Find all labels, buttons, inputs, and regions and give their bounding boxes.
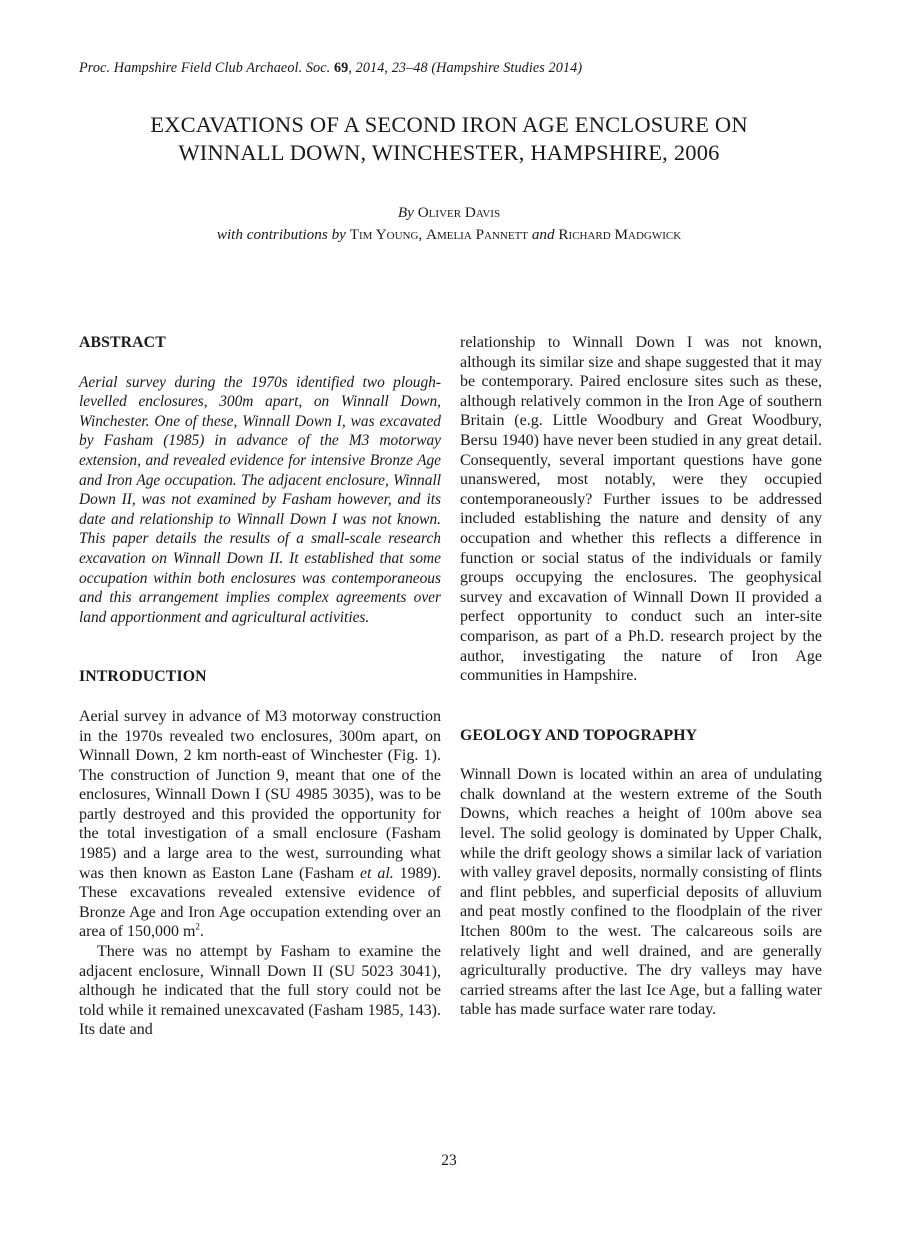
article-title (60, 111, 838, 167)
page-number: 23 (441, 1152, 457, 1169)
introduction-paragraph-2: There was no attempt by Fasham to examine the adjacent enclosure, Winnall Down II (SU 5023 3041), although he indicated that the full story could not be told while it remained unexcavated (Fasham 1985, 143). Its date and (79, 943, 441, 1039)
abstract-heading: ABSTRACT (79, 334, 166, 351)
separator: , (418, 226, 423, 243)
superscript: 2 (195, 922, 200, 933)
paragraph-text: Aerial survey in advance of M3 motorway construction in the 1970s revealed two enclosures, 300m apart, on Winnall Down, 2 km north-east of Winchester (Fig. 1). The construction of Junction 9, meant that one of the enclosures, Winnall Down I (SU 4985 3035), was to be partly destroyed and this provided the opportunity for the total investigation of a small enclosure (Fasham 1985) and a large area to the west, surrounding what was then known as Easton Lane (Fasham (79, 707, 441, 882)
introduction-paragraph-1 (79, 707, 441, 942)
author-line (60, 202, 838, 224)
journal-name: Proc. Hampshire Field Club Archaeol. Soc. (79, 60, 331, 76)
left-column (79, 333, 441, 1040)
paragraph-text: 1989). These excavations revealed extensive evidence of Bronze Age and Iron Age occupation extending over an area of 150,000 m (79, 864, 441, 941)
author-name: Oliver Davis (417, 204, 501, 221)
byline (60, 202, 838, 246)
title-line-1: EXCAVATIONS OF A SECOND IRON AGE ENCLOSURE ON (150, 112, 748, 137)
contributors-line (60, 224, 838, 246)
introduction-heading: INTRODUCTION (79, 668, 207, 686)
et-al: et al. (359, 864, 394, 882)
running-head (79, 60, 839, 77)
contributor-name: Tim Young (349, 226, 419, 243)
paragraph-text: . (199, 923, 204, 941)
contributor-name: Amelia Pannett (426, 226, 529, 243)
contributions-label: with contributions by (216, 226, 346, 243)
introduction-paragraph-2-continued: relationship to Winnall Down I was not known, although its similar size and shape suggested that it may be contemporary. Paired enclosure sites such as these, although relatively common in the Iron Age of southern Britain (e.g. Little Woodbury and Great Woodbury, Bersu 1940) have never been studied in any great detail. Consequently, several important questions have gone unanswered, most notably, were they occupied contemporaneously? Further issues to be addressed included establishing the nature and density of any occupation and whether this reflects a difference in function or social status of the individuals or family groups occupying the enclosures. The geophysical survey and excavation of Winnall Down II provided a perfect opportunity to conduct such an inter-site comparison, as part of a Ph.D. research project by the author, investigating the nature of Iron Age communities in Hampshire. (460, 334, 822, 685)
geology-paragraph: Winnall Down is located within an area of undulating chalk downland at the western extreme of the South Downs, which reaches a height of 100m above sea level. The solid geology is dominated by Upper Chalk, while the drift geology shows a similar lack of variation with valley gravel deposits, normally consisting of flints and flint pebbles, and superficial deposits of alluvium and peat mostly confined to the floodplain of the river Itchen 800m to the west. The calcareous soils are relatively light and well drained, and are generally agriculturally productive. The dry valleys may have carried streams after the last Ice Age, but a falling water table has made surface water rare today. (460, 766, 822, 1019)
and-label: and (531, 226, 555, 243)
geology-heading: GEOLOGY AND TOPOGRAPHY (460, 726, 698, 744)
citation-rest: , 2014, 23–48 (Hampshire Studies 2014) (348, 60, 583, 76)
by-label: By (397, 204, 414, 221)
abstract-text: Aerial survey during the 1970s identified two plough-levelled enclosures, 300m apart, on Winnall Down, Winchester. One of these, Winnall Down I, was excavated by Fasham (1985) in advance of the M3 motorway extension, and revealed evidence for intensive Bronze Age and Iron Age occupation. The adjacent enclosure, Winnall Down II, was not examined by Fasham however, and its date and relationship to Winnall Down I was not known. This paper details the results of a small-scale research excavation on Winnall Down II. It established that some occupation within both enclosures was contemporaneous and this arrangement implies complex agreements over land apportionment and agricultural activities. (79, 373, 441, 626)
contributor-name: Richard Madgwick (558, 226, 682, 243)
right-column (460, 333, 822, 1020)
title-line-2: WINNALL DOWN, WINCHESTER, HAMPSHIRE, 2006 (178, 140, 720, 165)
volume-number: 69 (333, 60, 349, 76)
